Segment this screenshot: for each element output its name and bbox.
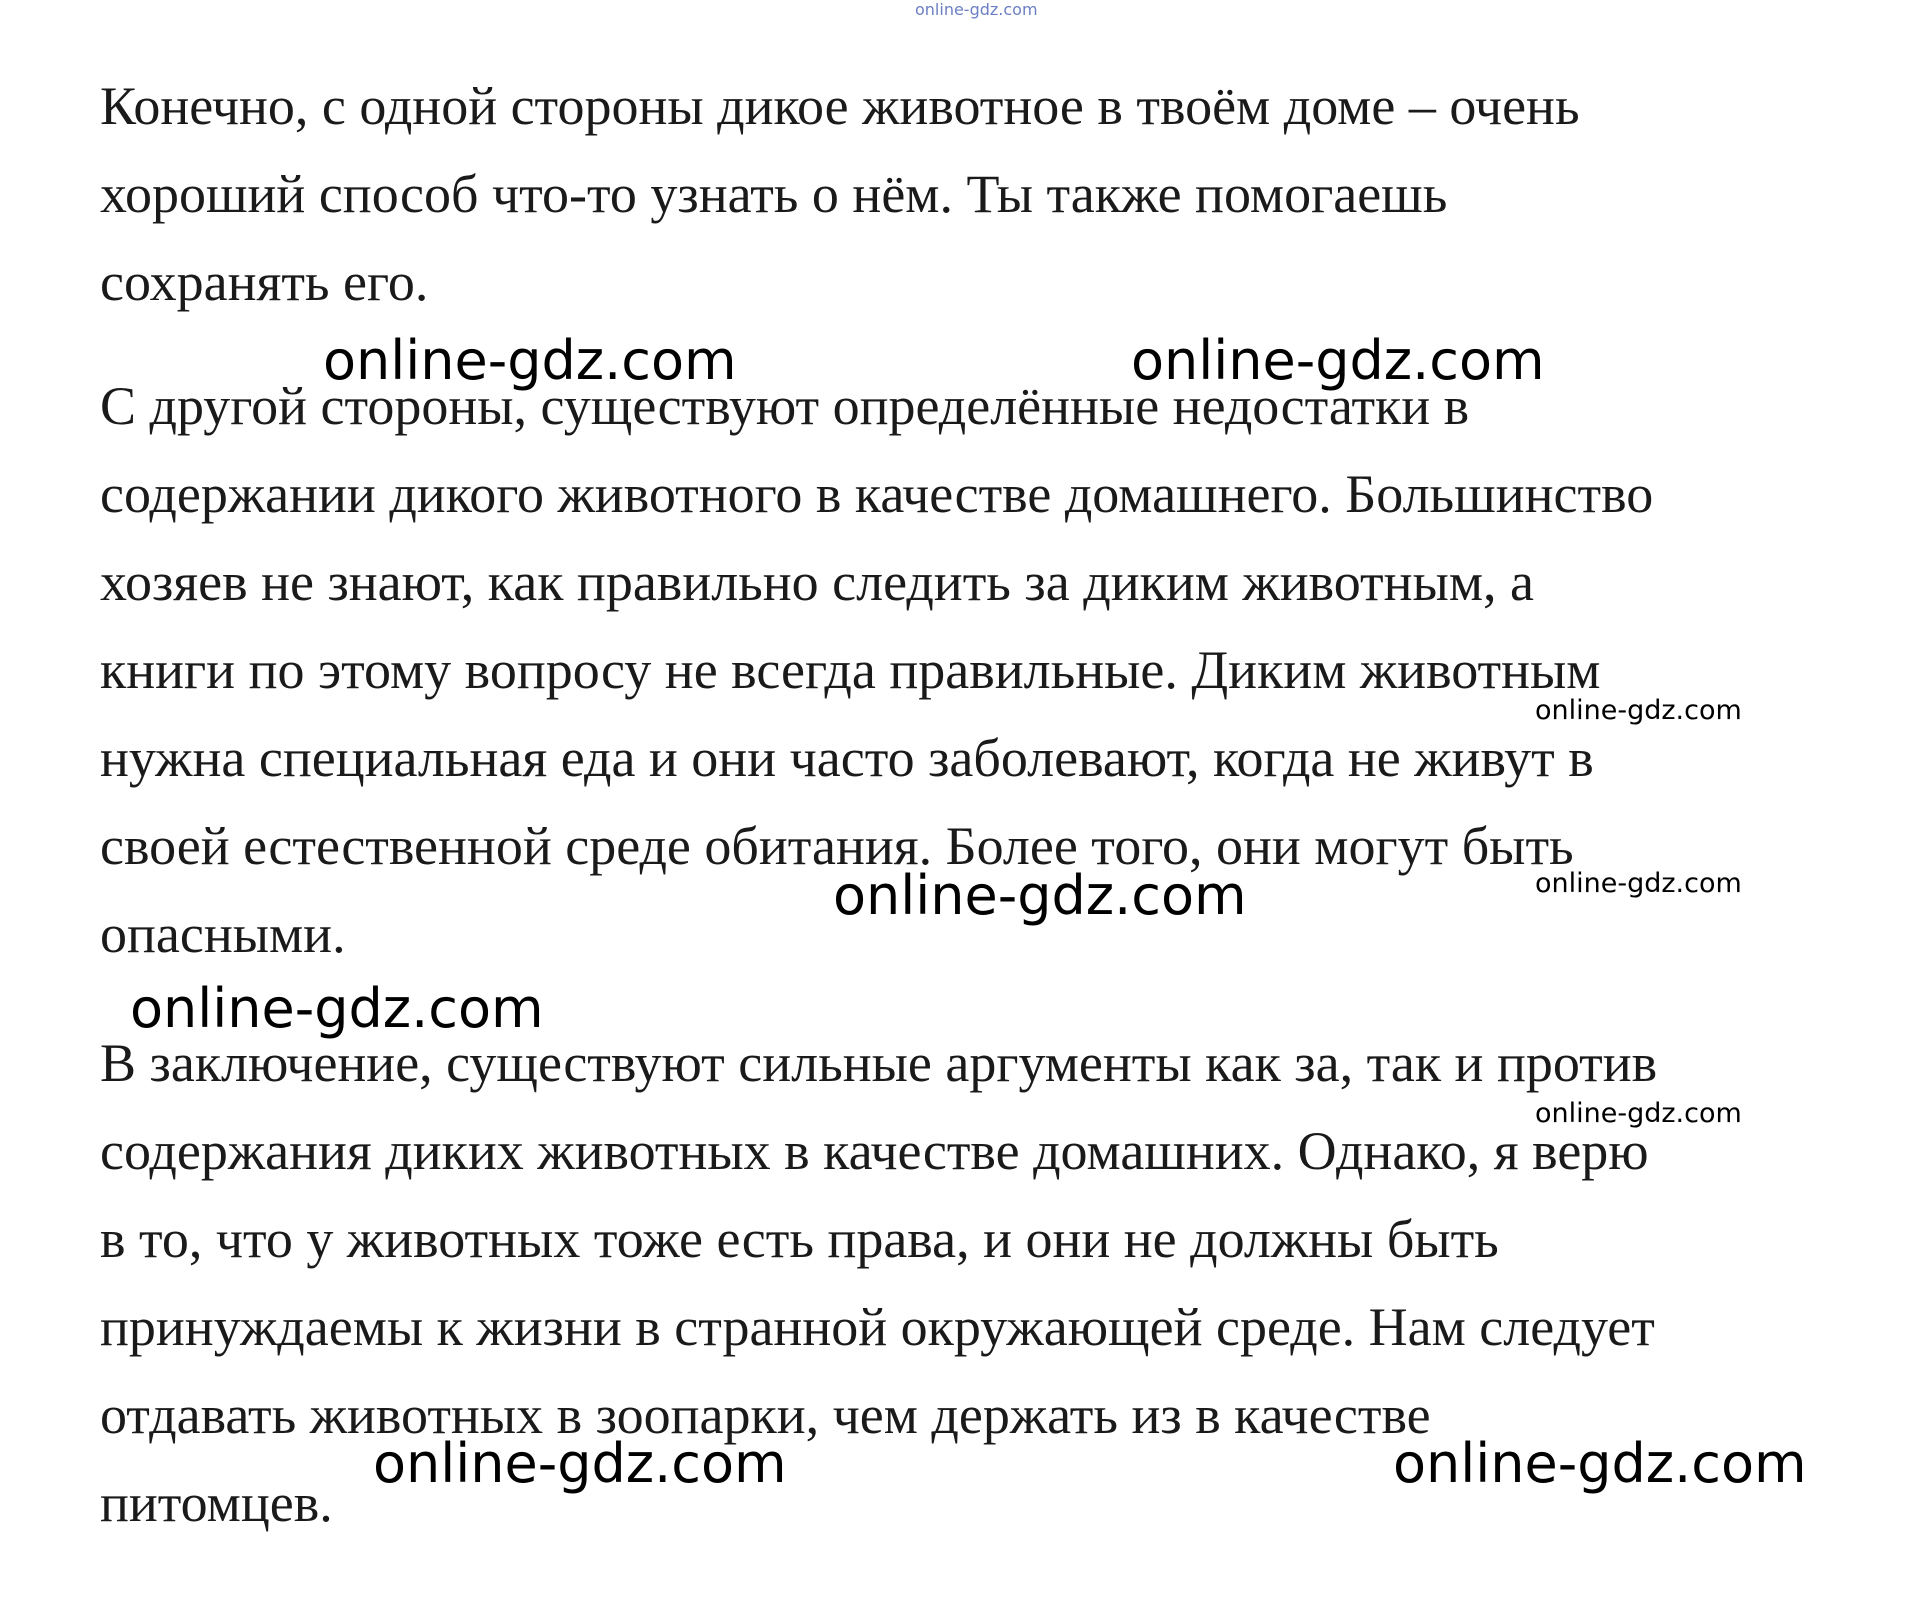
watermark: online-gdz.com xyxy=(373,1432,787,1495)
text-line: В заключение, существуют сильные аргументы как за, так и против xyxy=(100,1033,1658,1093)
watermark: online-gdz.com xyxy=(833,864,1247,927)
text-line: сохранять его. xyxy=(100,252,429,312)
text-line: хозяев не знают, как правильно следить за диким животным, а xyxy=(100,552,1534,612)
text-line: нужна специальная еда и они часто заболевают, когда не живут в xyxy=(100,728,1594,788)
watermark: online-gdz.com xyxy=(1535,1098,1742,1129)
watermark: online-gdz.com xyxy=(130,977,544,1040)
watermark: online-gdz.com xyxy=(1131,329,1545,392)
watermark: online-gdz.com xyxy=(323,329,737,392)
text-line: хороший способ что-то узнать о нём. Ты также помогаешь xyxy=(100,164,1448,224)
watermark: online-gdz.com xyxy=(1535,868,1742,899)
text-line: книги по этому вопросу не всегда правильные. Диким животным xyxy=(100,640,1601,700)
text-line: содержании дикого животного в качестве домашнего. Большинство xyxy=(100,464,1654,524)
watermark: online-gdz.com xyxy=(1393,1432,1807,1495)
watermark-top: online-gdz.com xyxy=(915,0,1038,19)
text-line: своей естественной среде обитания. Более того, они могут быть xyxy=(100,816,1574,876)
text-line: С другой стороны, существуют определённые недостатки в xyxy=(100,376,1470,436)
text-line: питомцев. xyxy=(100,1473,333,1533)
watermark: online-gdz.com xyxy=(1535,695,1742,726)
text-line: отдавать животных в зоопарки, чем держать из в качестве xyxy=(100,1385,1431,1445)
text-line: принуждаемы к жизни в странной окружающей среде. Нам следует xyxy=(100,1297,1655,1357)
text-line: содержания диких животных в качестве домашних. Однако, я верю xyxy=(100,1121,1649,1181)
paragraph-1 xyxy=(100,62,1860,326)
text-line: опасными. xyxy=(100,904,346,964)
text-line: Конечно, с одной стороны дикое животное в твоём доме – очень xyxy=(100,76,1580,136)
text-line: в то, что у животных тоже есть права, и они не должны быть xyxy=(100,1209,1499,1269)
